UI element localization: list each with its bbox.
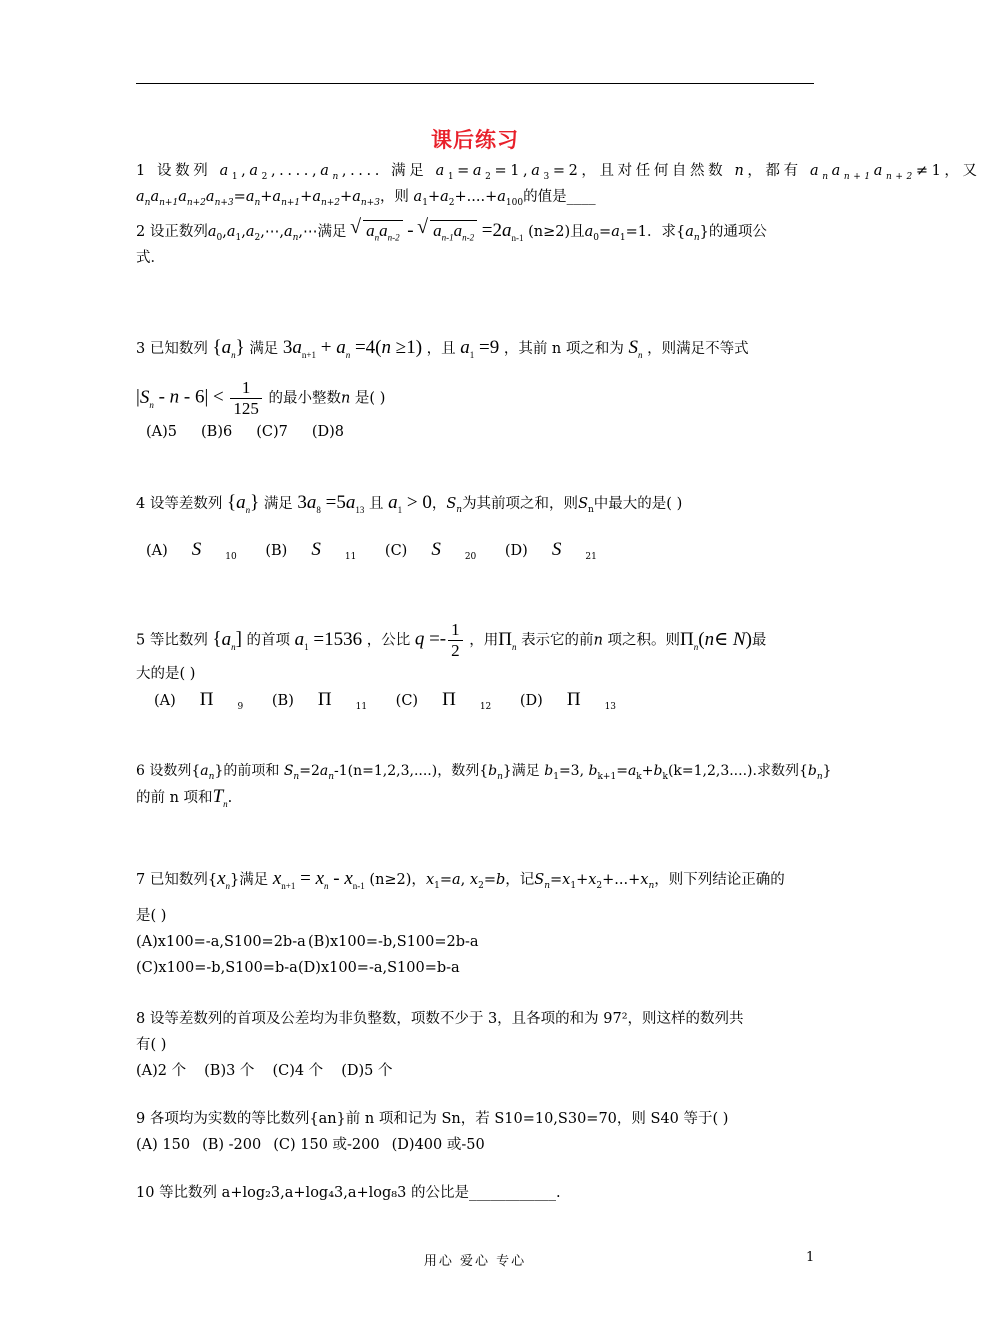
q7-options xyxy=(136,929,816,955)
question-2: 2 设正数列$a_0,a_1,a_2,\cdots,a_n,\cdots$满足 √ $a_na_{n-2}$ - √ $a_{n-1}a_{n-2} =2a_{n-1}$ (n≥2)且$a_0=a_1=1$．求$\{a_n\}$的通项公 式． xyxy=(136,218,816,271)
q4-option-d: (D) S $_{21}$ xyxy=(504,539,597,562)
q6-number: 6 xyxy=(136,763,145,779)
question-3: 3 已知数列 $\{a_n\}$ 满足 $3a_{n+1} + a_n =4(n \ge 1)$ ，且 $a_1 =9$ ，其前 n 项之和为 $S_n$ ，则满足不等式 $|S_n$ - n - 6| < $\frac{1}{125}$ 的最小整数n 是( ) (A)5 (B)6 (C)7 (D)8 xyxy=(136,335,816,445)
q3-option-c: (C)7 xyxy=(256,424,288,440)
page-title: 课后练习 xyxy=(431,127,519,152)
q5-option-d: (D) Π $_{13}$ xyxy=(519,689,617,712)
q1-number: 1 xyxy=(136,163,149,179)
header-rule xyxy=(136,83,814,84)
question-4: 4 设等差数列 $\{a_n\}$ 满足 $3a_8 =5a_{13}$ 且 $a_1 > 0$，$S_n$为其前项之和，则$S_n$中最大的是( ) (A) S $_{10}$ (B) S $_{11}$ (C) S $_{20}$ (D) S $_{21}$ xyxy=(136,490,816,564)
q8-option-c: (C)4 个 xyxy=(272,1063,324,1079)
q4-option-a: (A) S $_{10}$ xyxy=(146,539,237,562)
q8-option-b: (B)3 个 xyxy=(204,1063,255,1079)
question-8: 8 设等差数列的首项及公差均为非负整数，项数不少于 3，且各项的和为 97²，则这样的数列共 有( ) (A)2 个 (B)3 个 (C)4 个 (D)5 个 xyxy=(136,1006,816,1084)
q3-option-d: (D)8 xyxy=(311,424,345,440)
q5-option-b: (B) Π $_{11}$ xyxy=(271,689,368,712)
q3-options xyxy=(146,419,816,445)
q9-option-d: (D)400 或-50 xyxy=(391,1137,485,1153)
q4-option-c: (C) S $_{20}$ xyxy=(384,539,477,562)
q7-option-b: (B)x100=-b,S100=2b-a xyxy=(308,934,479,950)
question-5: 5 等比数列 $\{a_n]$ 的首项 $a_1 =1536$ ，公比 q =- $\frac{1}{2}$ ，用$\Pi_n$ 表示它的前n 项之积。则$\Pi_n(n\in$ N)最 大的是( ) (A) Π $_9$ (B) Π $_{11}$ (C) Π $_{12}$ (D) Π $_{13}$ xyxy=(136,620,816,714)
q2-sqrt-1: √ $a_na_{n-2}$ xyxy=(363,220,403,241)
q3-number: 3 xyxy=(136,341,146,357)
q5-fraction: $\frac{1}{2}$ xyxy=(448,620,463,661)
q8-option-d: (D)5 个 xyxy=(341,1063,393,1079)
q4-options xyxy=(146,537,816,564)
q7-option-c: (C)x100=-b,S100=b-a xyxy=(136,960,298,976)
q9-number: 9 xyxy=(136,1111,146,1127)
question-7: 7 已知数列$\{x_n\}$满足 $x_{n+1} = x_n - x_{n-1}$ (n≥2)，$x_1=a$, $x_2=b$，记$S_n=x_1+x_2+...+x_n$，则下列结论正确的 是( ) (A)x100=-a,S100=2b-a (B)x100=-b,S100=2b-a (C)x100=-b,S100=b-a(D)x100=-a,S100=b-a xyxy=(136,866,816,981)
page-number: 1 xyxy=(806,1250,815,1265)
question-1: 1 设数列 $a_1,a_2,....,a_n$,.... 满足 $a_1=a_2=1,a_3=2$，且对任何自然数 n，都有 $a_na_{n+1}a_{n+2}\ne 1$，又 $a_na_{n+1}a_{n+2}a_{n+3}=a_n+a_{n+1}+a_{n+2}+a_{n+3}$，则 $a_1+a_2+....+a_{100}$的值是____ xyxy=(136,163,981,208)
q2-number: 2 xyxy=(136,224,146,240)
q8-options xyxy=(136,1058,816,1084)
q9-option-b: (B) -200 xyxy=(202,1137,262,1153)
q1-text: 设数列 xyxy=(157,163,212,179)
q3-option-b: (B)6 xyxy=(201,424,233,440)
q2-sqrt-2: √ $a_{n-1}a_{n-2}$ xyxy=(430,220,477,241)
question-10: 10 等比数列 a+log₂3,a+log₄3,a+log₈3 的公比是____________. xyxy=(136,1185,561,1201)
q7-option-a: (A)x100=-a,S100=2b-a xyxy=(136,934,306,950)
q8-option-a: (A)2 个 xyxy=(136,1063,187,1079)
q3-fraction: $\frac{1}{125}$ xyxy=(230,378,262,419)
q4-option-b: (B) S $_{11}$ xyxy=(265,539,357,562)
q8-number: 8 xyxy=(136,1011,146,1027)
q5-option-a: (A) Π $_9$ xyxy=(154,689,244,712)
q5-option-c: (C) Π $_{12}$ xyxy=(395,689,492,712)
q9-options xyxy=(136,1132,816,1158)
q7-number: 7 xyxy=(136,872,146,888)
page-footer: 用心 爱心 专心 xyxy=(423,1254,527,1269)
q9-option-a: (A) 150 xyxy=(136,1137,191,1153)
q5-number: 5 xyxy=(136,632,146,649)
q10-number: 10 xyxy=(136,1185,155,1201)
q4-number: 4 xyxy=(136,496,146,512)
q9-option-c: (C) 150 或-200 xyxy=(273,1137,380,1153)
question-6: 6 设数列$\{a_n\}$的前项和 $S_n=2a_n-1(n=1,2,3,....)$，数列$\{b_n\}$满足 $b_1=3$, $b_{k+1}=a_k+b_k(k=1,2,3....)$.求数列$\{b_n\}$ 的前 n 项和$T_n$. xyxy=(136,763,832,809)
q7-option-d: (D)x100=-a,S100=b-a xyxy=(298,960,460,976)
question-9: 9 各项均为实数的等比数列{an}前 n 项和记为 Sn，若 S10=10,S30=70，则 S40 等于( ) (A) 150 (B) -200 (C) 150 或-200 (D)400 或-50 xyxy=(136,1106,816,1158)
q3-option-a: (A)5 xyxy=(146,424,178,440)
q5-options xyxy=(154,687,816,714)
